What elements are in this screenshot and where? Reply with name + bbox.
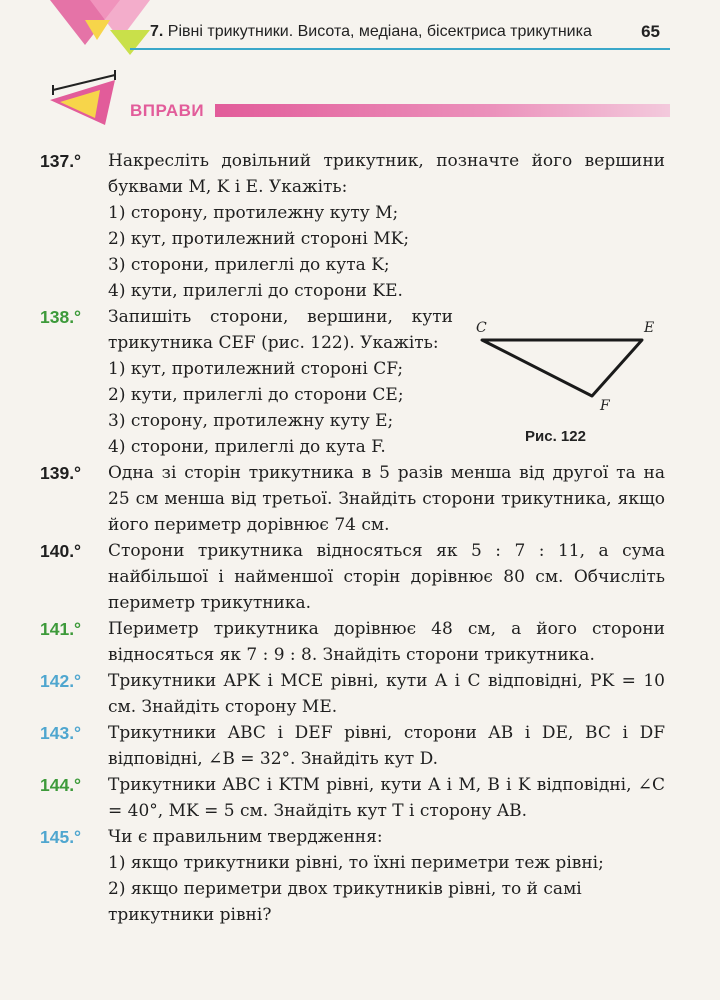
section-stripe — [215, 104, 670, 117]
header-decoration-icon — [30, 0, 170, 60]
exercise-number: 140.° — [40, 541, 82, 561]
exercise-text: Трикутники ABC і KTM рівні, кути A і M, B і K відповідні, ∠C = 40°, MK = 5 см. Знайдіть кут T і сторону AB. — [108, 775, 665, 821]
exercise-number: 138.° — [40, 307, 82, 327]
page-number: 65 — [641, 22, 660, 41]
exercise-item: 1) кут, протилежний стороні CF; — [108, 359, 404, 379]
triangle-cef — [482, 340, 642, 396]
section-label: ВПРАВИ — [130, 101, 205, 120]
exercise-item: 2) кути, прилеглі до сторони CE; — [108, 385, 404, 405]
exercise-number: 144.° — [40, 775, 82, 795]
exercise-item: 2) кут, протилежний стороні MK; — [108, 229, 410, 249]
exercise-text: Периметр трикутника дорівнює 48 см, а його сторони відносяться як 7 : 9 : 8. Знайдіть сторони трикутника. — [108, 619, 665, 665]
figure-caption: Рис. 122 — [525, 428, 586, 445]
exercise-number: 145.° — [40, 827, 82, 847]
exercise-text: Одна зі сторін трикутника в 5 разів менша від другої та на 25 см менша від третьої. Знайдіть сторони трикутника, якщо його периметр дорівнює 74 см. — [108, 463, 665, 535]
exercise-item: 1) сторону, протилежну куту M; — [108, 203, 399, 223]
exercise-text: Сторони трикутника відносяться як 5 : 7 : 11, а сума найбільшої і найменшої сторін дорівнює 80 см. Обчисліть периметр трикутника. — [108, 541, 665, 613]
exercise-number: 141.° — [40, 619, 82, 639]
chapter-number: 7. — [150, 23, 164, 40]
exercise-item: 2) якщо периметри двох трикутників рівні, то й самі трикутники рівні? — [108, 879, 582, 925]
exercise-144 — [40, 772, 665, 824]
exercise-item: 4) сторони, прилеглі до кута F. — [108, 437, 386, 457]
exercise-number: 139.° — [40, 463, 82, 483]
exercise-145 — [40, 824, 665, 928]
exercise-text: Трикутники ABC і DEF рівні, сторони AB і DE, BC і DF відповідні, ∠B = 32°. Знайдіть кут D. — [108, 723, 665, 769]
exercise-139 — [40, 460, 665, 538]
exercise-number: 143.° — [40, 723, 82, 743]
exercise-text: Трикутники APK і MCE рівні, кути A і C відповідні, PK = 10 см. Знайдіть сторону ME. — [108, 671, 665, 717]
exercise-list — [0, 148, 720, 928]
page-header — [0, 0, 720, 60]
vertex-label-e: E — [644, 320, 655, 336]
exercise-text: Запишіть сторони, вершини, кути трикутника CEF (рис. 122). Укажіть: — [108, 307, 453, 353]
header-divider — [130, 48, 670, 50]
exercise-item: 3) сторони, прилеглі до кута K; — [108, 255, 390, 275]
exercise-item: 1) якщо трикутники рівні, то їхні периметри теж рівні; — [108, 853, 604, 873]
vertex-label-c: C — [476, 320, 487, 336]
exercise-137 — [40, 148, 665, 304]
exercise-text: Накресліть довільний трикутник, позначте його вершини буквами M, K і E. Укажіть: — [108, 151, 665, 197]
exercise-140 — [40, 538, 665, 616]
exercise-number: 142.° — [40, 671, 82, 691]
exercise-141 — [40, 616, 665, 668]
exercise-item: 4) кути, прилеглі до сторони KE. — [108, 281, 403, 301]
exercise-number: 137.° — [40, 151, 82, 171]
chapter-title-text: Рівні трикутники. Висота, медіана, бісектриса трикутника — [167, 23, 592, 40]
exercise-item: 3) сторону, протилежну куту E; — [108, 411, 394, 431]
exercise-142 — [40, 668, 665, 720]
ruler-triangle-icon — [45, 70, 125, 130]
exercise-text: Чи є правильним твердження: — [108, 827, 383, 847]
chapter-title — [150, 23, 592, 41]
exercise-143 — [40, 720, 665, 772]
vertex-label-f: F — [600, 398, 610, 414]
